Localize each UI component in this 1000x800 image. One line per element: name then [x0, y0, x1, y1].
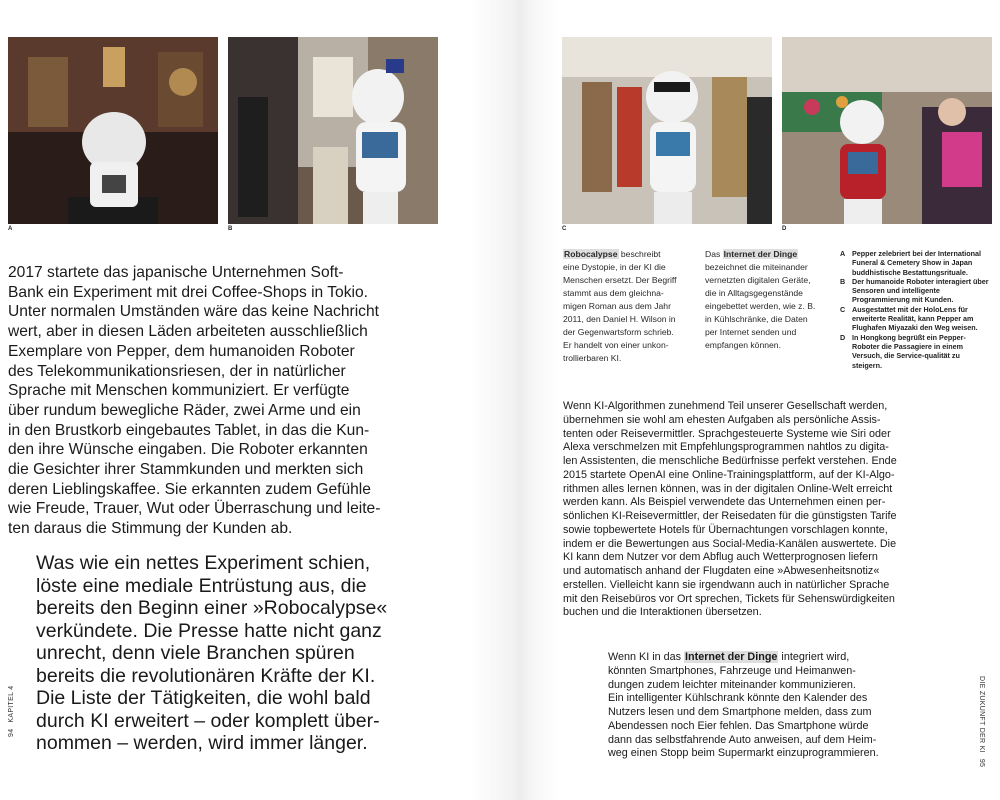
caption-text: In Hongkong begrüßt ein Pepper-Roboter die Passagiere in einem Versuch, die Service-qualität zu steigern.: [852, 332, 966, 370]
box-line: Abendessen noch Eier fehlen. Das Smartphone würde: [608, 719, 869, 732]
iot-paragraph: [608, 651, 928, 761]
photo-d: [782, 37, 992, 224]
caption-letter: D: [840, 332, 846, 342]
photo-c: [562, 37, 772, 224]
body-line: sowie topbewertete Hotels für Übernachtungen vorschlagen konnte,: [563, 523, 888, 536]
body-line: sönlichen KI-Reisevermittler, der Reisedaten für die günstigsten Tarife: [563, 510, 897, 522]
body-line: den ihre Wünsche eingaben. Die Roboter erkannten: [8, 441, 368, 459]
box-line: könnten Smartphones, Fahrzeuge und Heimanwen-: [608, 664, 856, 677]
photo-a-label: A: [8, 226, 13, 232]
body-line: deren Lieblingskaffee. Sie erkannten zudem Gefühle: [8, 480, 371, 498]
body-line: wert, aber in diesen Läden arbeiteten ausschließlich: [8, 323, 368, 341]
box-line: dann das selbstfahrende Auto anweisen, auf dem Heim-: [608, 733, 877, 746]
note-line: per Internet senden und: [705, 327, 797, 337]
note-text: beschreibt: [618, 249, 661, 259]
note-robocalypse: [563, 248, 693, 365]
note-line: empfangen können.: [705, 340, 781, 350]
term-robocalypse: Robocalypse: [564, 249, 618, 259]
quote-line: bereits den Beginn einer »Robocalypse«: [36, 597, 388, 619]
body-line: buchen und die Interaktionen übersetzen.: [563, 606, 762, 619]
note-line: eine Dystopie, in der KI die: [563, 262, 666, 272]
body-line: ten daraus die Stimmung der Kunden ab.: [8, 520, 293, 538]
note-line: eingebettet werden, wie z. B.: [705, 301, 816, 311]
note-line: 2011, den Daniel H. Wilson in: [563, 314, 676, 324]
quote-line: unrecht, denn viele Branchen spüren: [36, 642, 355, 664]
caption-letter: B: [840, 276, 846, 286]
left-folio: [8, 680, 15, 737]
body-line: indem er die Bewertungen aus Social-Media-Kanälen auswertete. Die: [563, 537, 897, 550]
body-line: mit den Reisebüros vor Ort sprechen, Tickets für Sehenswürdigkeiten: [563, 592, 895, 605]
quote-line: löste eine mediale Entrüstung aus, die: [36, 574, 367, 597]
body-line: des Telekommunikationsriesen, der in natürlicher: [8, 362, 346, 380]
box-line: weg einen Stopp beim Supermarkt einzuprogrammieren.: [608, 747, 879, 760]
page-number: 94: [8, 728, 15, 737]
quote-line: Die Liste der Tätigkeiten, die wohl bald: [36, 687, 371, 709]
robot-airport-illustration: [562, 37, 772, 224]
body-line: über rundum bewegliche Räder, zwei Arme und ein: [8, 401, 361, 419]
note-line: vernetzten digitalen Geräte,: [705, 275, 811, 285]
left-body-text: [8, 263, 428, 539]
body-line: Unter normalen Umständen wäre das keine Nachricht: [8, 303, 379, 321]
note-first-line: [705, 248, 835, 261]
robot-funeral-illustration: [8, 37, 218, 224]
photo-a: [8, 37, 218, 224]
caption-letter: C: [840, 304, 846, 314]
body-line: rithmen alles lernen können, was in der digitalen Online-Welt erreicht: [563, 482, 893, 495]
term-internet-der-dinge: Internet der Dinge: [685, 651, 778, 663]
robot-hongkong-illustration: [782, 37, 992, 224]
body-line: wie Freude, Trauer, Wut oder Überraschung und leite-: [8, 500, 381, 518]
body-line: len Assistenten, die menschliche Bedürfnisse perfekt verstehen. Ende: [563, 455, 897, 467]
note-line: der Gegenwartsform schrieb.: [563, 327, 674, 337]
note-line: stammt aus dem gleichna-: [563, 288, 664, 298]
note-line: migen Roman aus dem Jahr: [563, 301, 671, 311]
body-line: und automatisch anhand der Flugdaten eine »Abwesenheitsnotiz«: [563, 565, 880, 577]
body-line: Bank ein Experiment mit drei Coffee-Shops in Tokio.: [8, 283, 368, 301]
body-line: Exemplare von Pepper, dem humanoiden Roboter: [8, 342, 355, 360]
quote-line: bereits die revolutionären Kräfte der KI.: [36, 664, 376, 687]
body-line: tenten oder Reisevermittler. Sprachgesteuerte Systeme wie Siri oder: [563, 427, 891, 440]
body-line: erstellen. Vielleicht kann sie irgendwann auch in natürlicher Sprache: [563, 578, 890, 591]
note-internet-der-dinge: [705, 248, 835, 352]
note-line: bezeichnet die miteinander: [705, 262, 808, 272]
box-first-line: [608, 651, 928, 665]
page-number: 95: [978, 758, 985, 768]
body-line: Wenn KI-Algorithmen zunehmend Teil unserer Gesellschaft werden,: [563, 400, 888, 412]
body-line: Alexa verschmelzen mit Empfehlungsprogrammen nahtlos zu digita-: [563, 441, 889, 454]
body-line: werden kann. Als Beispiel verwendete das Unternehmen einen per-: [563, 496, 886, 509]
caption-c: [840, 305, 990, 333]
caption-text: Der humanoide Roboter interagiert über Sensoren und intelligente Programmierung mit Kunden.: [852, 276, 989, 305]
box-text: Wenn KI in das: [608, 651, 685, 663]
note-line: Er handelt von einer unkon-: [563, 340, 669, 350]
gutter-shadow: [470, 0, 560, 800]
photo-b: [228, 37, 438, 224]
running-head: KAPITEL 4: [8, 685, 15, 723]
body-line: die Gesichter ihrer Stammkunden und merkten sich: [8, 461, 364, 479]
body-line: KI kann dem Nutzer vor dem Abflug auch Wetterprognosen liefern: [563, 551, 878, 564]
box-line: Nutzers lesen und dem Smartphone melden, dass zum: [608, 706, 872, 718]
note-line: Menschen ersetzt. Der Begriff: [563, 275, 677, 285]
body-line: 2017 startete das japanische Unternehmen Soft-: [8, 264, 344, 281]
note-line: trollierbaren KI.: [563, 353, 622, 363]
quote-line: verkündete. Die Presse hatte nicht ganz: [36, 619, 382, 642]
right-folio: [978, 676, 985, 773]
body-line: übernehmen sie wohl am ehesten Aufgaben als persönliche Assis-: [563, 413, 881, 426]
caption-text: Ausgestattet mit der HoloLens für erweiterte Realität, kann Pepper am Flughafen Miyazaki den Weg weisen.: [852, 304, 978, 333]
term-internet-der-dinge: Internet der Dinge: [723, 249, 798, 259]
box-line: dungen zudem leichter miteinander kommunizieren.: [608, 678, 856, 691]
caption-text: Pepper zelebriert bei der International Funeral & Cemetery Show in Japan buddhistische Bestattungsrituale.: [852, 249, 982, 277]
note-line: die in Alltagsgegenstände: [705, 288, 803, 298]
photo-captions: [840, 249, 990, 370]
running-head: DIE ZUKUNFT DER KI: [978, 676, 985, 753]
caption-letter: A: [840, 249, 846, 258]
note-text: Das: [705, 249, 723, 259]
caption-b: [840, 277, 990, 305]
photo-c-label: C: [562, 226, 567, 232]
box-text: integriert wird,: [778, 651, 850, 663]
photo-b-label: B: [228, 226, 233, 232]
caption-d: [840, 333, 990, 370]
note-first-line: [563, 248, 693, 261]
quote-line: durch KI erweitert – oder komplett über-: [36, 709, 380, 732]
pull-quote: [36, 552, 446, 755]
caption-a: [840, 249, 990, 277]
body-line: in den Brustkorb eingebautes Tablet, in das die Kun-: [8, 421, 370, 439]
quote-line: nommen – werden, wird immer länger.: [36, 732, 368, 754]
right-body-text: [563, 400, 943, 620]
body-line: 2015 startete OpenAI eine Online-Trainingsplattform, auf der KI-Algo-: [563, 468, 895, 481]
box-line: Ein intelligenter Kühlschrank könnte den Kalender des: [608, 692, 868, 705]
body-line: Sprache mit Menschen kommuniziert. Er verfügte: [8, 382, 350, 400]
note-line: in Kühlschränke, die Daten: [705, 314, 808, 324]
robot-tablet-illustration: [228, 37, 438, 224]
photo-d-label: D: [782, 226, 787, 232]
quote-line: Was wie ein nettes Experiment schien,: [36, 552, 371, 574]
